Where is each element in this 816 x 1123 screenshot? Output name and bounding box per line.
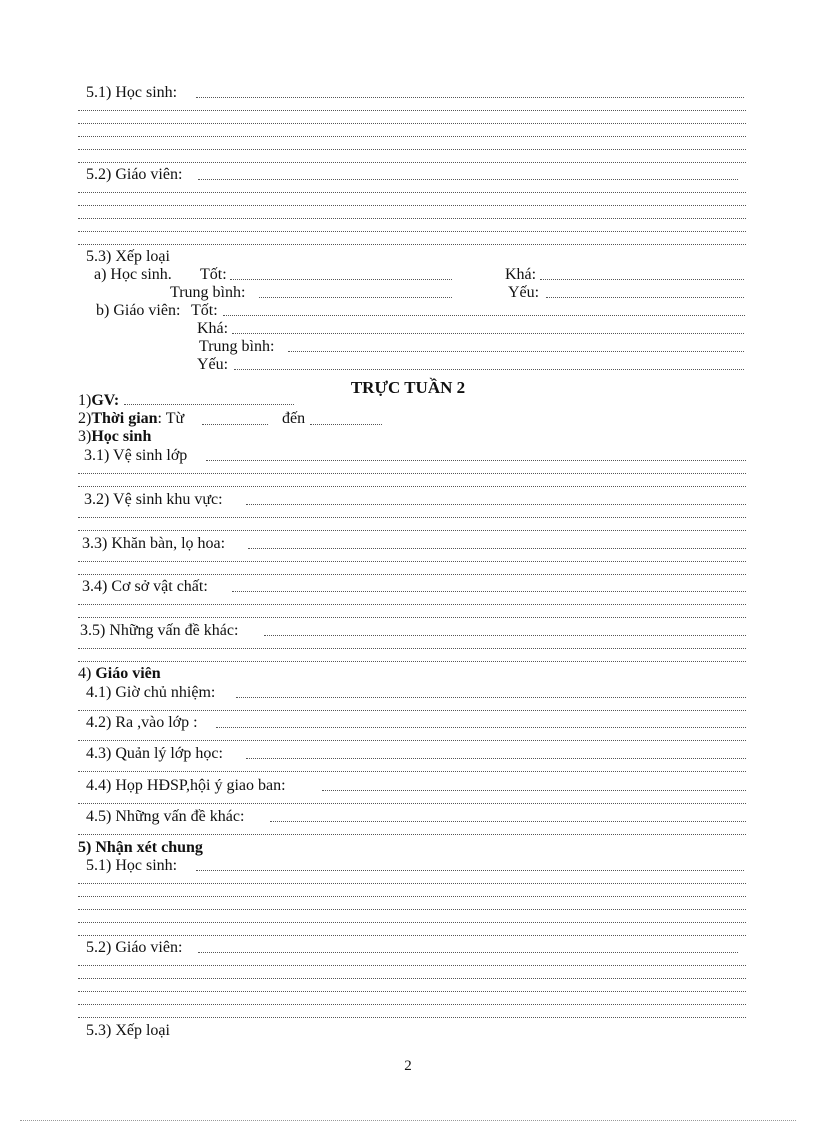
fill-line	[124, 404, 294, 405]
heading-5-2-teachers: 5.2) Giáo viên:	[86, 939, 183, 956]
fill-line	[232, 591, 746, 592]
fill-line	[78, 530, 746, 531]
fill-line	[78, 935, 746, 936]
fill-line	[78, 896, 746, 897]
fill-line	[198, 952, 738, 953]
fill-line	[78, 991, 746, 992]
fill-line	[78, 740, 746, 741]
label-average: Trung bình:	[199, 338, 275, 355]
heading-4-3: 4.3) Quản lý lớp học:	[86, 745, 223, 762]
fill-line	[546, 297, 744, 298]
fill-line	[78, 162, 746, 163]
section-number: 4)	[78, 665, 92, 682]
fill-line	[234, 369, 744, 370]
heading-5-2-teachers: 5.2) Giáo viên:	[86, 166, 183, 183]
fill-line	[540, 279, 744, 280]
fill-line	[78, 1017, 746, 1018]
section-1-gv	[78, 392, 119, 410]
fill-line	[78, 909, 746, 910]
label-good: Tốt:	[200, 266, 227, 283]
fill-line	[78, 710, 746, 711]
section-label: Giáo viên	[95, 665, 161, 682]
fill-line	[223, 315, 745, 316]
fill-line	[78, 661, 746, 662]
heading-5-3-ranking: 5.3) Xếp loại	[86, 248, 170, 265]
page-number: 2	[404, 1058, 412, 1074]
fill-line	[78, 883, 746, 884]
fill-line	[259, 297, 452, 298]
page-title: TRỰC TUẦN 2	[350, 378, 466, 397]
fill-line	[78, 473, 746, 474]
fill-line	[196, 97, 744, 98]
fill-line	[78, 834, 746, 835]
fill-line	[78, 517, 746, 518]
page-bottom-border	[20, 1120, 796, 1121]
fill-line	[78, 604, 746, 605]
section-number: 1)	[78, 392, 92, 409]
heading-4-1: 4.1) Giờ chủ nhiệm:	[86, 684, 216, 701]
label-a-students: a) Học sinh.	[94, 266, 172, 283]
fill-line	[78, 136, 746, 137]
heading-3-5: 3.5) Những vấn đề khác:	[80, 622, 239, 639]
fill-line	[246, 758, 746, 759]
fill-line	[264, 635, 746, 636]
fill-line	[198, 179, 738, 180]
fill-line	[78, 149, 746, 150]
heading-4-2: 4.2) Ra ,vào lớp :	[86, 714, 198, 731]
section-label: Học sinh	[91, 428, 152, 445]
fill-line	[78, 561, 746, 562]
heading-3-1: 3.1) Vệ sinh lớp	[84, 447, 188, 464]
label-fair: Khá:	[505, 266, 537, 283]
label-fair: Khá:	[197, 320, 229, 337]
fill-line	[236, 697, 746, 698]
section-2-time	[78, 410, 184, 428]
fill-line	[78, 574, 746, 575]
heading-3-3: 3.3) Khăn bàn, lọ hoa:	[82, 535, 226, 552]
fill-line	[78, 231, 746, 232]
section-number: 3)	[78, 428, 92, 445]
heading-4-5: 4.5) Những vấn đề khác:	[86, 808, 245, 825]
fill-line	[78, 648, 746, 649]
fill-line	[78, 1004, 746, 1005]
fill-line	[78, 123, 746, 124]
section-label: Thời gian	[91, 410, 158, 427]
to-label: đến	[282, 410, 306, 427]
fill-line	[288, 351, 744, 352]
fill-line	[230, 279, 452, 280]
fill-line	[78, 244, 746, 245]
fill-line	[270, 821, 746, 822]
section-4-teachers	[78, 665, 161, 683]
heading-4-4: 4.4) Họp HĐSP,hội ý giao ban:	[86, 777, 286, 794]
fill-line	[78, 192, 746, 193]
fill-line	[78, 218, 746, 219]
fill-line	[206, 460, 746, 461]
label-average: Trung bình:	[170, 284, 246, 301]
fill-line	[196, 870, 744, 871]
heading-3-4: 3.4) Cơ sở vật chất:	[82, 578, 208, 595]
fill-line	[232, 333, 744, 334]
label-weak: Yếu:	[508, 284, 540, 301]
section-3-students	[78, 428, 151, 446]
fill-line	[78, 803, 746, 804]
fill-line	[78, 922, 746, 923]
heading-5-3-ranking: 5.3) Xếp loại	[86, 1022, 170, 1039]
fill-line	[216, 727, 746, 728]
fill-line	[246, 504, 746, 505]
label-good: Tốt:	[191, 302, 218, 319]
label-b-teachers: b) Giáo viên:	[96, 302, 181, 319]
fill-line	[78, 205, 746, 206]
fill-line	[248, 548, 746, 549]
heading-5-1-students: 5.1) Học sinh:	[86, 857, 178, 874]
section-5-general-comments: 5) Nhận xét chung	[78, 839, 203, 856]
fill-line	[78, 486, 746, 487]
fill-line	[78, 771, 746, 772]
fill-line	[78, 110, 746, 111]
from-label: : Từ	[157, 410, 185, 427]
fill-line	[78, 617, 746, 618]
fill-line	[78, 978, 746, 979]
fill-line	[202, 424, 268, 425]
heading-5-1-students: 5.1) Học sinh:	[86, 84, 178, 101]
heading-3-2: 3.2) Vệ sinh khu vực:	[84, 491, 223, 508]
label-weak: Yếu:	[197, 356, 229, 373]
section-label: GV:	[91, 392, 120, 409]
fill-line	[310, 424, 382, 425]
section-number: 2)	[78, 410, 92, 427]
fill-line	[78, 965, 746, 966]
fill-line	[322, 790, 746, 791]
